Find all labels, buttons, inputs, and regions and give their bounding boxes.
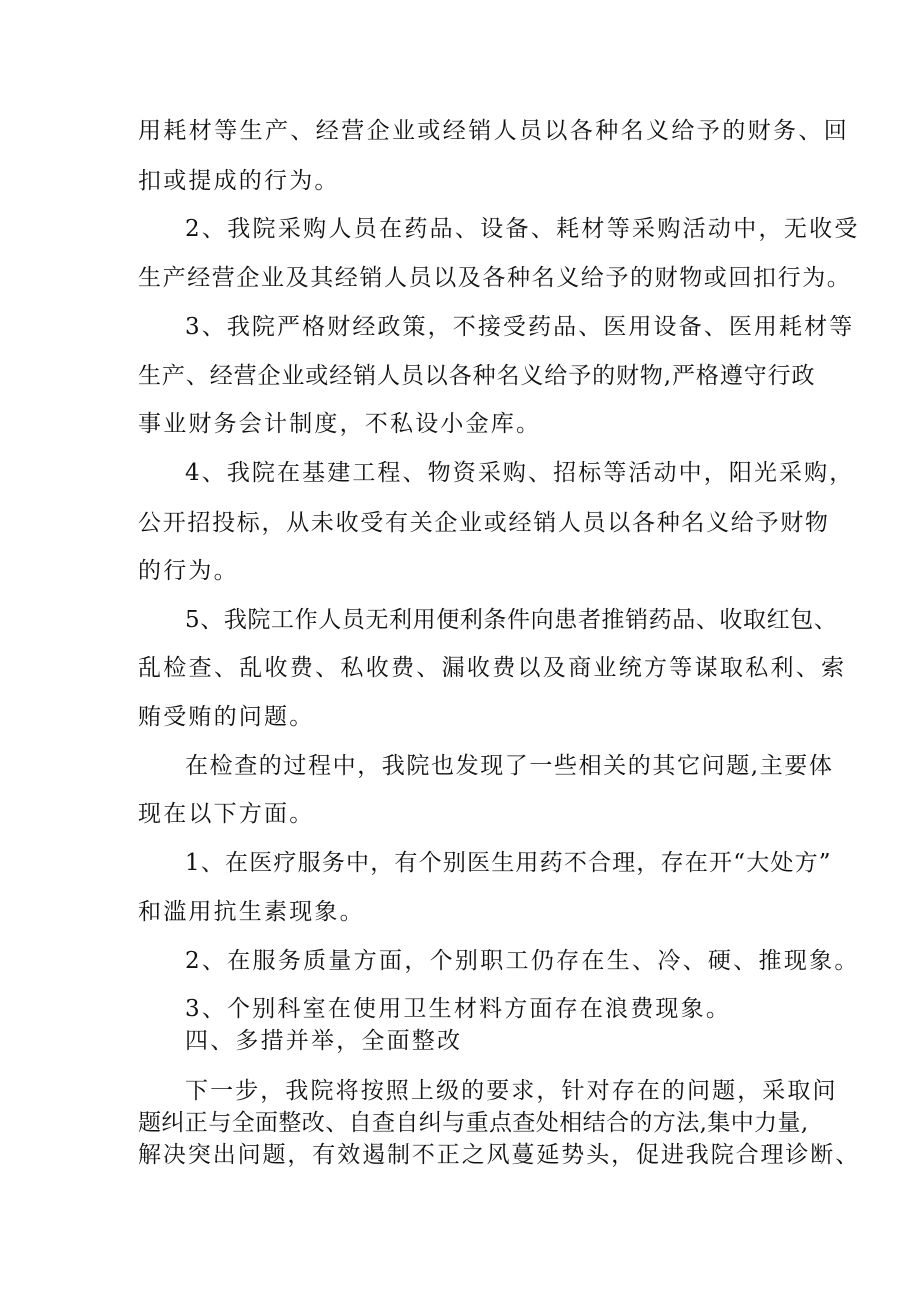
- paragraph-line: 生产、经营企业或经销人员以各种名义给予的财物,严格遵守行政: [138, 363, 816, 389]
- paragraph-line: 解决突出问题，有效遏制不正之风蔓延势头，促进我院合理诊断、: [138, 1142, 861, 1168]
- paragraph-line: 事业财务会计制度，不私设小金库。: [138, 411, 542, 437]
- paragraph-line: 4、我院在基建工程、物资采购、招标等活动中，阳光采购，: [185, 460, 855, 486]
- paragraph-line: 和滥用抗生素现象。: [138, 899, 365, 925]
- paragraph-line: 3、我院严格财经政策，不接受药品、医用设备、医用耗材等: [185, 314, 855, 340]
- paragraph-line: 乱检查、乱收费、私收费、漏收费以及商业统方等谋取私利、索: [138, 655, 847, 681]
- paragraph-line: 公开招投标，从未收受有关企业或经销人员以各种名义给予财物: [138, 510, 830, 536]
- paragraph-line: 5、我院工作人员无利用便利条件向患者推销药品、收取红包、: [185, 607, 838, 633]
- paragraph-line: 下一步，我院将按照上级的要求，针对存在的问题，采取问: [185, 1078, 838, 1104]
- paragraph-line: 贿受贿的问题。: [138, 704, 315, 730]
- paragraph-line: 3、个别科室在使用卫生材料方面存在浪费现象。: [185, 996, 732, 1022]
- paragraph-line: 现在以下方面。: [138, 801, 315, 827]
- paragraph-line: 扣或提成的行为。: [138, 168, 340, 194]
- paragraph-line: 用耗材等生产、经营企业或经销人员以各种名义给予的财务、回: [138, 118, 850, 144]
- paragraph-line: 1、在医疗服务中，有个别医生用药不合理，存在开“大处方”: [185, 850, 832, 876]
- section-heading: 四、多措并举，全面整改: [185, 1028, 463, 1054]
- paragraph-line: 生产经营企业及其经销人员以及各种名义给予的财物或回扣行为。: [138, 265, 852, 291]
- paragraph-line: 2、在服务质量方面，个别职工仍存在生、冷、硬、推现象。: [185, 948, 860, 974]
- paragraph-line: 的行为。: [138, 558, 239, 584]
- paragraph-line: 2、我院采购人员在药品、设备、耗材等采购活动中，无收受: [185, 216, 860, 242]
- paragraph-line: 题纠正与全面整改、自查自纠与重点查处相结合的方法,集中力量,: [138, 1110, 809, 1136]
- paragraph-line: 在检查的过程中，我院也发现了一些相关的其它问题,主要体: [185, 753, 834, 779]
